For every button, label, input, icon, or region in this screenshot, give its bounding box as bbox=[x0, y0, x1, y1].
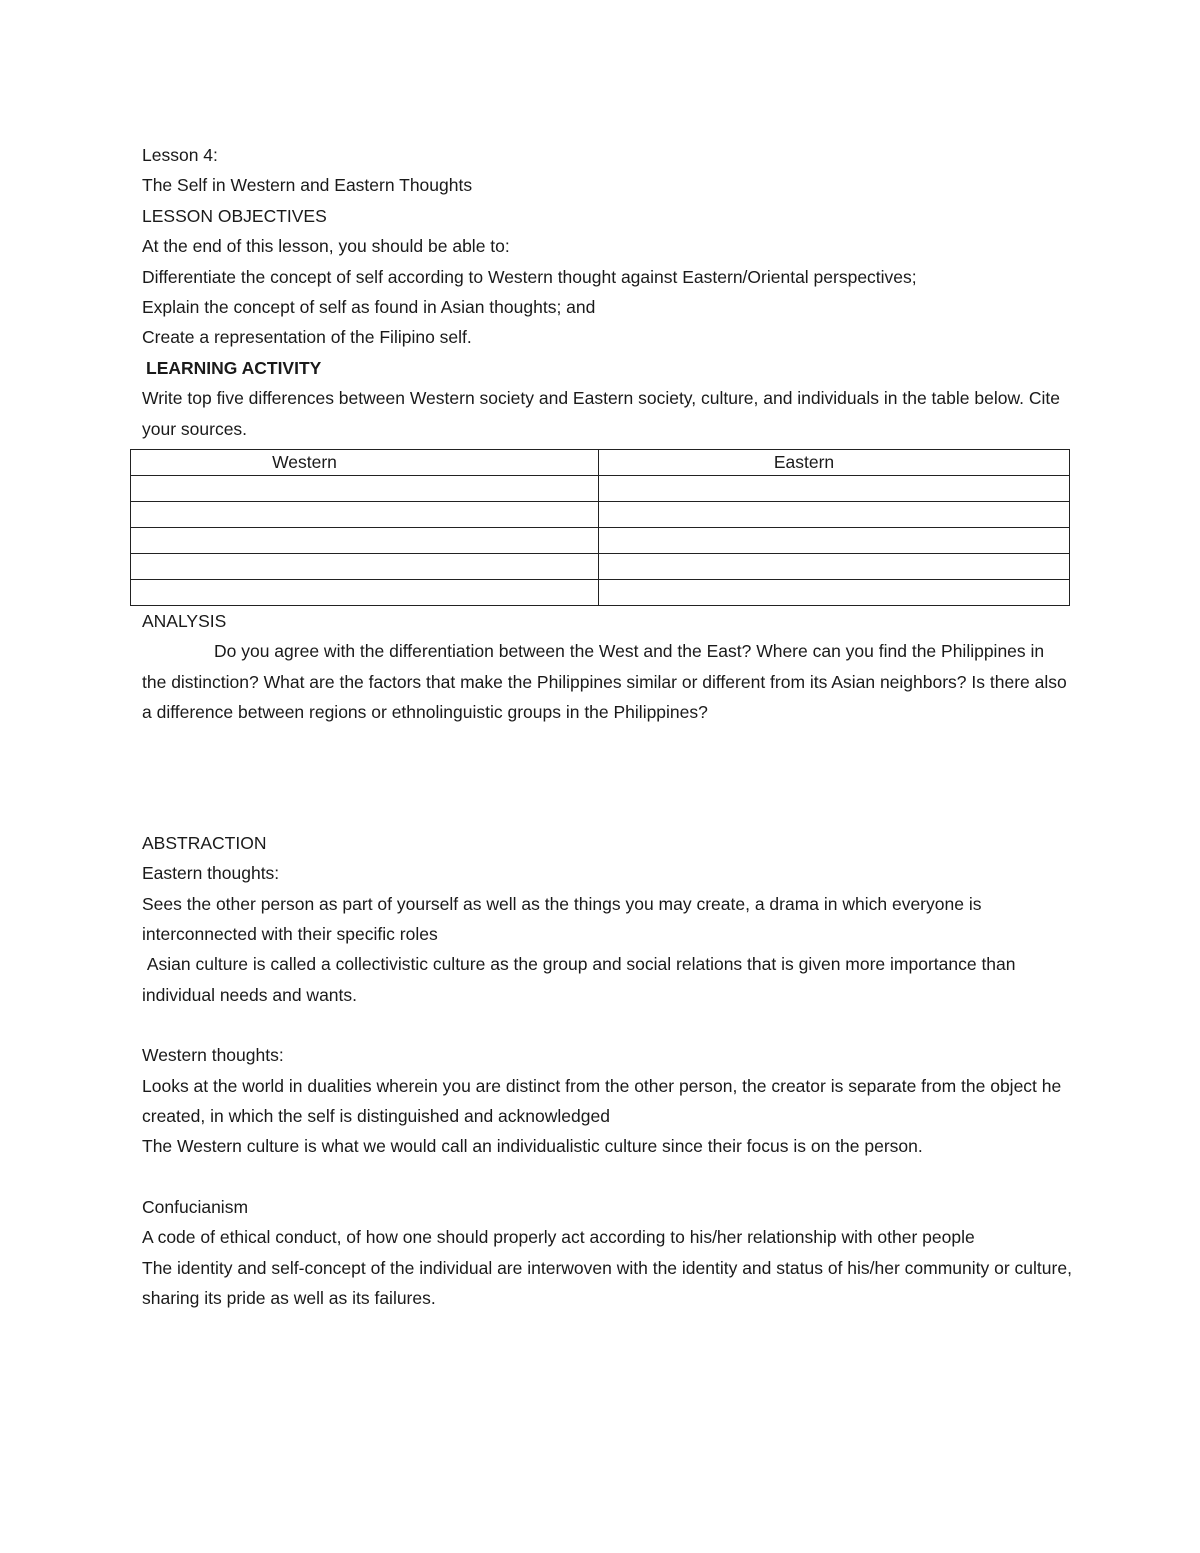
objective-item: Differentiate the concept of self according to Western thought against Eastern/Oriental perspectives; bbox=[142, 266, 917, 287]
table-cell-eastern[interactable] bbox=[599, 554, 1070, 580]
confucianism-point: A code of ethical conduct, of how one should properly act according to his/her relationship with other people bbox=[142, 1227, 975, 1248]
table-cell-western[interactable] bbox=[131, 554, 599, 580]
spacer bbox=[142, 1010, 1072, 1040]
differences-table bbox=[130, 449, 1070, 606]
table-cell-western[interactable] bbox=[131, 580, 599, 606]
spacer bbox=[142, 728, 1072, 828]
objective-item: Explain the concept of self as found in Asian thoughts; and bbox=[142, 297, 596, 318]
lesson-number: Lesson 4: bbox=[142, 145, 218, 165]
table-row bbox=[131, 528, 1070, 554]
table-row bbox=[131, 502, 1070, 528]
table-header-eastern: Eastern bbox=[599, 450, 1070, 476]
table-cell-eastern[interactable] bbox=[599, 476, 1070, 502]
table-cell-western[interactable] bbox=[131, 502, 599, 528]
table-cell-western[interactable] bbox=[131, 528, 599, 554]
lesson-title: The Self in Western and Eastern Thoughts bbox=[142, 175, 473, 196]
analysis-heading: ANALYSIS bbox=[142, 611, 227, 632]
western-point: The Western culture is what we would call an individualistic culture since their focus is on the person. bbox=[142, 1136, 923, 1157]
eastern-thoughts-heading: Eastern thoughts: bbox=[142, 863, 280, 884]
table-cell-eastern[interactable] bbox=[599, 580, 1070, 606]
learning-activity-heading: LEARNING ACTIVITY bbox=[146, 357, 322, 378]
document-page bbox=[142, 140, 1072, 1313]
confucianism-heading: Confucianism bbox=[142, 1196, 249, 1217]
objectives-heading: LESSON OBJECTIVES bbox=[142, 205, 327, 226]
table-row bbox=[131, 554, 1070, 580]
table-row bbox=[131, 580, 1070, 606]
eastern-point: Sees the other person as part of yourself as well as the things you may create, a drama in which everyone is interconnected with their specific roles bbox=[142, 893, 982, 944]
objectives-intro: At the end of this lesson, you should be able to: bbox=[142, 236, 510, 257]
table-cell-western[interactable] bbox=[131, 476, 599, 502]
spacer bbox=[142, 1162, 1072, 1192]
analysis-text: Do you agree with the differentiation between the West and the East? Where can you find the Philippines in the distinction? What are the factors that make the Philippines similar or different from its Asian neighbors? Is there also a difference between regions or ethnolinguistic groups in the Philippines? bbox=[142, 641, 1067, 723]
objective-item: Create a representation of the Filipino self. bbox=[142, 327, 472, 348]
abstraction-heading: ABSTRACTION bbox=[142, 832, 267, 853]
table-cell-eastern[interactable] bbox=[599, 502, 1070, 528]
learning-activity-instruction: Write top five differences between Western society and Eastern society, culture, and individuals in the table below. Cite your sources. bbox=[142, 388, 1060, 439]
western-thoughts-heading: Western thoughts: bbox=[142, 1045, 284, 1066]
western-point: Looks at the world in dualities wherein you are distinct from the other person, the creator is separate from the object he created, in which the self is distinguished and acknowledged bbox=[142, 1075, 1062, 1126]
confucianism-point: The identity and self-concept of the individual are interwoven with the identity and status of his/her community or culture, sharing its pride as well as its failures. bbox=[142, 1257, 1072, 1308]
eastern-point: Asian culture is called a collectivistic culture as the group and social relations that is given more importance than individual needs and wants. bbox=[142, 954, 1021, 1005]
table-cell-eastern[interactable] bbox=[599, 528, 1070, 554]
table-header-western: Western bbox=[131, 450, 599, 476]
table-row bbox=[131, 476, 1070, 502]
table-header-row bbox=[131, 450, 1070, 476]
